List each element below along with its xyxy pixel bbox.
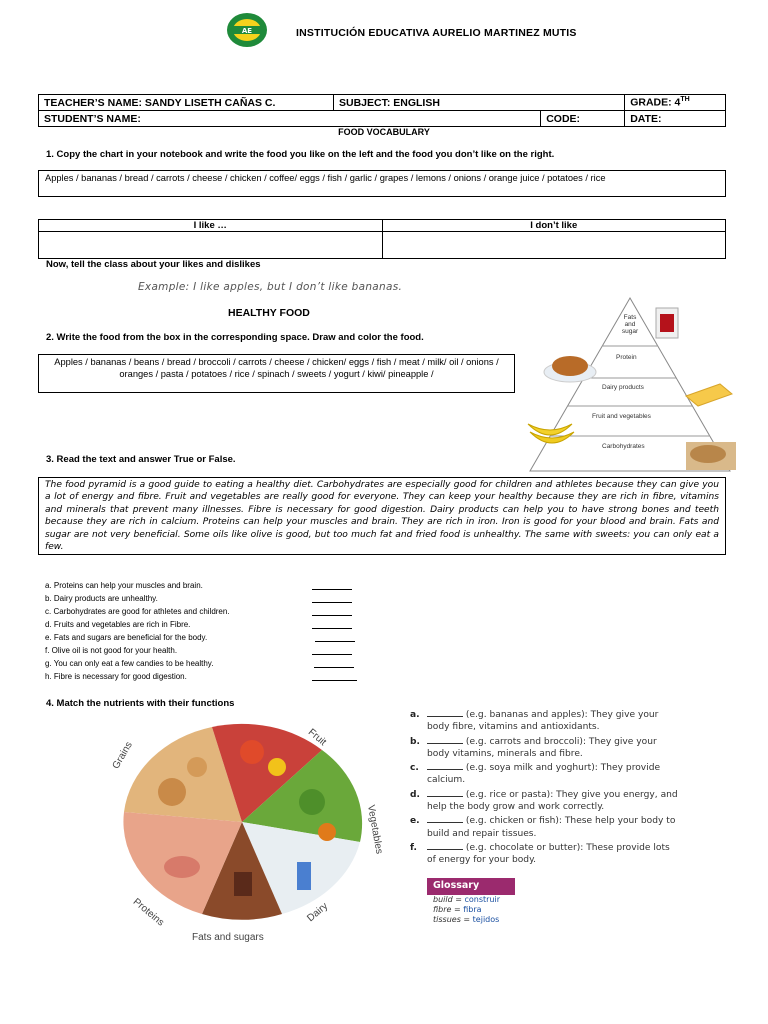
wheel-label-fats-sugars: Fats and sugars bbox=[192, 932, 264, 943]
match-blank[interactable] bbox=[427, 842, 463, 850]
match-item-b: b. (e.g. carrots and broccoli): They give your body vitamins, minerals and fibre. bbox=[410, 736, 657, 759]
statement-e: e. Fats and sugars are beneficial for the body. bbox=[45, 633, 208, 642]
glossary-title: Glossary bbox=[427, 878, 515, 895]
match-item-d: d. (e.g. rice or pasta): They give you energy, and help the body grow and work correctly. bbox=[410, 789, 678, 813]
statement-d: d. Fruits and vegetables are rich in Fibre. bbox=[45, 620, 191, 629]
pyramid-level-carbs: Carbohydrates bbox=[602, 443, 645, 450]
school-logo bbox=[226, 12, 268, 48]
student-name-field[interactable]: STUDENT’S NAME: bbox=[39, 111, 541, 127]
pyramid-level-protein: Protein bbox=[616, 354, 637, 361]
answer-blank-a[interactable] bbox=[312, 589, 352, 590]
match-item-c: c. (e.g. soya milk and yoghurt): They provide calcium. bbox=[410, 763, 661, 786]
school-name: INSTITUCIÓN EDUCATIVA AURELIO MARTINEZ MUTIS bbox=[296, 27, 577, 39]
match-blank[interactable] bbox=[427, 762, 463, 770]
glossary bbox=[427, 878, 515, 925]
match-list bbox=[410, 709, 680, 869]
date-field[interactable]: DATE: bbox=[625, 111, 726, 127]
answer-blank-f[interactable] bbox=[312, 654, 352, 655]
teacher-name: TEACHER’S NAME: SANDY LISETH CAÑAS C. bbox=[39, 95, 334, 111]
match-blank[interactable] bbox=[427, 815, 463, 823]
q4-instruction: 4. Match the nutrients with their functions bbox=[46, 698, 235, 709]
food-pyramid bbox=[520, 296, 740, 476]
wheel-label-grains: Grains bbox=[110, 739, 135, 772]
col-dislike: I don’t like bbox=[382, 220, 726, 232]
tell-class-text: Now, tell the class about your likes and dislikes bbox=[46, 259, 261, 270]
answer-blank-c[interactable] bbox=[312, 615, 352, 616]
q1-instruction: 1. Copy the chart in your notebook and write the food you like on the left and the food you don’t like on the right. bbox=[46, 149, 555, 160]
col-like: I like … bbox=[39, 220, 383, 232]
answer-blank-g[interactable] bbox=[314, 667, 354, 668]
grade: GRADE: 4TH bbox=[625, 95, 726, 111]
wheel-label-vegetables: Vegetables bbox=[365, 804, 385, 855]
glossary-entry: fibre = fibra bbox=[433, 905, 482, 914]
answer-blank-h[interactable] bbox=[312, 680, 357, 681]
statement-a: a. Proteins can help your muscles and brain. bbox=[45, 581, 203, 590]
food-vocabulary-title: FOOD VOCABULARY bbox=[338, 127, 430, 137]
wheel-label-fruit: Fruit bbox=[305, 726, 329, 749]
pyramid-level-fruit-veg: Fruit and vegetables bbox=[592, 413, 651, 420]
pyramid-level-dairy: Dairy products bbox=[602, 384, 644, 391]
answer-blank-b[interactable] bbox=[312, 602, 352, 603]
q1-word-box: Apples / bananas / bread / carrots / cheese / chicken / coffee/ eggs / fish / garlic / grapes / lemons / onions / orange juice / potatoes / rice bbox=[38, 170, 726, 197]
match-blank[interactable] bbox=[427, 736, 463, 744]
q2-word-box: Apples / bananas / beans / bread / broccoli / carrots / cheese / chicken/ eggs / fish / meat / milk/ oil / onions / oranges / pasta / potatoes / rice / spinach / sweets / yogurt / kiwi/ pineapple / bbox=[38, 354, 515, 393]
glossary-entry: build = construir bbox=[433, 895, 501, 904]
glossary-entry: tissues = tejidos bbox=[433, 915, 500, 924]
reading-text: The food pyramid is a good guide to eating a healthy diet. Carbohydrates are especially good for children and athletes because they can give you a lot of energy and fibre. Fruit and vegetables are really good for everyone. They can keep your healthy because they are rich in fibre, vitamins and minerals that prevent many illnesses. Fibre is necessary for good digestion. Dairy products can help you to have strong bones and teeth because they are rich in calcium. Proteins can help your muscles and brain. They are rich in iron. Iron is good for your blood and brain. Fats and sugar are not very beneficial. Some oils like olive is good, but too much fat and fried food is unhealthy. The same with sweets: you can only eat a few. bbox=[38, 477, 726, 555]
example-sentence: Example: I like apples, but I don’t like bananas. bbox=[138, 281, 403, 293]
healthy-food-title: HEALTHY FOOD bbox=[228, 307, 310, 319]
q2-instruction: 2. Write the food from the box in the corresponding space. Draw and color the food. bbox=[46, 332, 424, 343]
info-table bbox=[38, 94, 726, 127]
code-field[interactable]: CODE: bbox=[541, 111, 625, 127]
statement-c: c. Carbohydrates are good for athletes and children. bbox=[45, 607, 230, 616]
q3-instruction: 3. Read the text and answer True or False. bbox=[46, 454, 236, 465]
answer-blank-d[interactable] bbox=[312, 628, 352, 629]
statement-f: f. Olive oil is not good for your health. bbox=[45, 646, 178, 655]
match-blank[interactable] bbox=[427, 709, 463, 717]
match-item-e: e. (e.g. chicken or fish): These help your body to build and repair tissues. bbox=[410, 816, 676, 839]
likes-table bbox=[38, 219, 726, 259]
logo-text: AE bbox=[241, 27, 253, 35]
wheel-label-dairy: Dairy bbox=[305, 900, 331, 925]
statement-h: h. Fibre is necessary for good digestion. bbox=[45, 672, 187, 681]
wheel-label-proteins: Proteins bbox=[130, 896, 166, 929]
match-item-f: f. (e.g. chocolate or butter): These provide lots of energy for your body. bbox=[410, 842, 670, 866]
match-item-a: a. (e.g. bananas and apples): They give your body fibre, vitamins and antioxidants. bbox=[410, 710, 659, 733]
pyramid-level-fats: Fats and sugar bbox=[621, 314, 639, 335]
dislike-cell[interactable] bbox=[382, 232, 726, 259]
statement-g: g. You can only eat a few candies to be healthy. bbox=[45, 659, 214, 668]
answer-blank-e[interactable] bbox=[315, 641, 355, 642]
statement-b: b. Dairy products are unhealthy. bbox=[45, 594, 158, 603]
subject: SUBJECT: ENGLISH bbox=[334, 95, 625, 111]
food-wheel bbox=[100, 712, 390, 952]
like-cell[interactable] bbox=[39, 232, 383, 259]
match-blank[interactable] bbox=[427, 789, 463, 797]
